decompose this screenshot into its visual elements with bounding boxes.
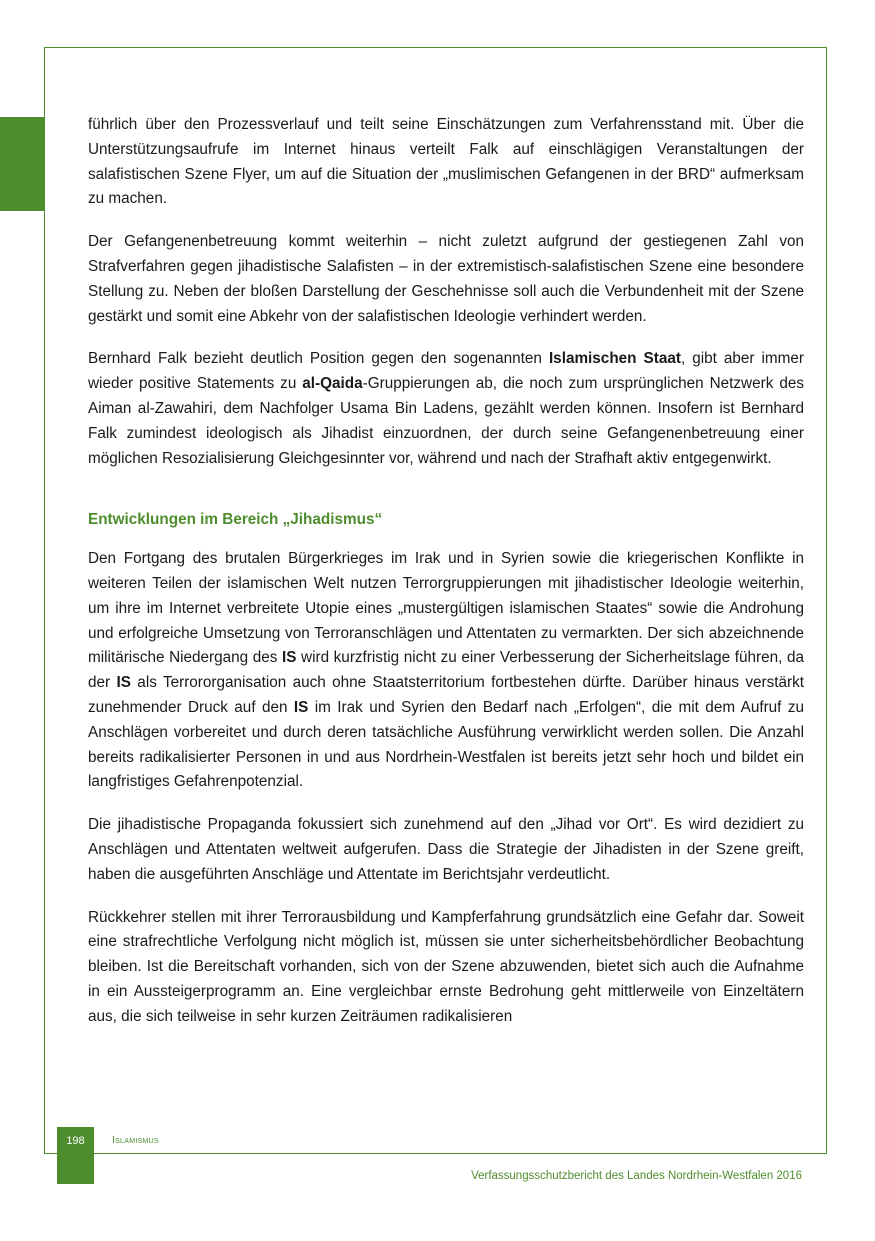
- paragraph-4-text: Den Fortgang des brutalen Bürgerkrieges im Irak und in Syrien sowie die kriegerischen Konflikte in weiteren Teilen der islamischen Welt nutzen Terrorgruppierungen mit jihadistischer Ideologie weiterhin, um ihre im Internet verbreitete Utopie eines „mustergültigen islamischen Staates“ sowie die Androhung und erfolgreiche Umsetzung von Terroranschlägen und Attentaten zu vermarkten. Der sich abzeichnende militärische Niedergang des: [88, 550, 804, 667]
- page-number: 198: [57, 1127, 94, 1184]
- paragraph-4: [88, 547, 804, 795]
- paragraph-3-text: -Gruppierungen ab, die noch zum ursprünglichen Netzwerk des Aiman al-Zawahiri, dem Nachfolger Usama Bin Ladens, gezählt werden können. Insofern ist Bernhard Falk zumindest ideologisch als Jihadist einzuordnen, der durch seine Gefangenenbetreuung einer möglichen Resozialisierung Gleichgesinnter vor, während und nach der Strafhaft aktiv entgegenwirkt.: [88, 375, 804, 467]
- paragraph-4-text: wird kurzfristig nicht zu einer Verbesserung der Sicherheitslage führen, da der: [88, 649, 804, 692]
- bold-term: Islamischen Staat: [548, 350, 681, 368]
- chapter-side-tab: [0, 117, 44, 211]
- bold-term: IS: [282, 649, 297, 667]
- section-label: Islamismus: [112, 1135, 160, 1146]
- footer-title: Verfassungsschutzbericht des Landes Nordrhein-Westfalen 2016: [471, 1170, 802, 1182]
- section-heading: Entwicklungen im Bereich „Jihadismus“: [88, 511, 383, 529]
- paragraph-5: Die jihadistische Propaganda fokussiert sich zunehmend auf den „Jihad vor Ort“. Es wird dezidiert zu Anschlägen und Attentaten weltweit aufgerufen. Dass die Strategie der Jihadisten in der Szene greift, haben die ausgeführten Anschläge und Attentate im Berichtsjahr verdeutlicht.: [88, 816, 804, 883]
- paragraph-3-text: , gibt aber immer wieder positive Statements zu: [88, 350, 804, 393]
- bold-term: IS: [116, 674, 131, 692]
- bold-term: al-Qaida: [302, 375, 363, 393]
- paragraph-6: Rückkehrer stellen mit ihrer Terrorausbildung und Kampferfahrung grundsätzlich eine Gefahr dar. Soweit eine strafrechtliche Verfolgung nicht möglich ist, müssen sie unter sicherheitsbehördlicher Beobachtung bleiben. Ist die Bereitschaft vorhanden, sich von der Szene abzuwenden, bietet sich auch die Aufnahme in ein Aussteigerprogramm an. Eine vergleichbar ernste Bedrohung geht mittlerweile von Einzeltätern aus, die sich teilweise in sehr kurzen Zeiträumen radikalisieren: [88, 908, 804, 1025]
- paragraph-4-text: im Irak und Syrien den Bedarf nach „Erfolgen“, die mit dem Aufruf zu Anschlägen vorbereitet und durch deren tatsächliche Ausführung verwirklicht werden sollen. Die Anzahl bereits radikalisierter Personen in und aus Nordrhein-Westfalen ist bereits jetzt sehr hoch und bildet ein langfristiges Gefahrenpotenzial.: [88, 698, 804, 791]
- paragraph-4-text: als Terrororganisation auch ohne Staatsterritorium fortbestehen dürfte. Darüber hinaus verstärkt zunehmender Druck auf den: [88, 674, 805, 716]
- paragraph-3: [88, 347, 804, 471]
- paragraph-3-text: Bernhard Falk bezieht deutlich Position gegen den sogenannten: [88, 350, 549, 368]
- main-content: [88, 113, 804, 1048]
- paragraph-1: führlich über den Prozessverlauf und teilt seine Einschätzungen zum Verfahrensstand mit. Über die Unterstützungsaufrufe im Internet hinaus verteilt Falk auf einschlägigen Veranstaltungen der salafistischen Szene Flyer, um auf die Situation der „muslimischen Gefangenen in der BRD“ aufmerksam zu machen.: [88, 116, 804, 208]
- paragraph-2: Der Gefangenenbetreuung kommt weiterhin – nicht zuletzt aufgrund der gestiegenen Zahl von Strafverfahren gegen jihadistische Salafisten – in der extremistisch-salafistischen Szene eine besondere Stellung zu. Neben der bloßen Darstellung der Geschehnisse soll auch die Verbundenheit mit der Szene gestärkt und somit eine Abkehr von der salafistischen Ideologie verhindert werden.: [88, 233, 804, 325]
- bold-term: IS: [293, 698, 309, 716]
